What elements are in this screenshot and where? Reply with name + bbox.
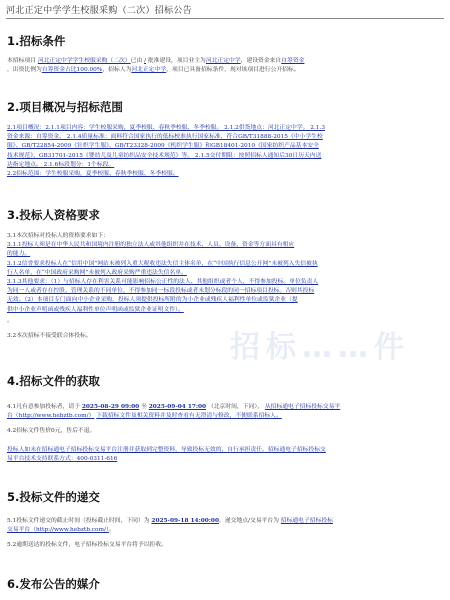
end-time: 2025-09-04 17:00 (148, 404, 207, 410)
tender-scope-line: 2.2招标范围：学生校服采购，夏季校服、春秋季校服、冬季校服。 (7, 171, 179, 178)
platform-link[interactable]: 从招标通电子招标投标交易平 (264, 404, 341, 410)
section-1-heading: 1.招标条件 (7, 34, 66, 48)
price-line: 4.2招标文件售价0元，售后不退。 (7, 428, 96, 435)
qualification-line: 3.1.3其他要求：（1）与招标人存在利害关系可能影响招标公正性的法人、其他组织或者个人，不得参加投标。单位负责人 (7, 279, 319, 286)
submission-url-link[interactable]: 交易平台（http://www.hebztb.com/） (7, 527, 109, 534)
section-5-body (7, 517, 439, 551)
consortium-line: 3.2本次招标不接受联合体投标。 (7, 333, 92, 340)
document-title: 河北正定中学学生校服采购（二次）招标公告 (6, 3, 444, 19)
project-overview-line: 服》、GB/T22854-2009《针织学生服》、GB/T23328-2009《机织学生服》和GB18401-2010《国家纺织产品基本安全 (7, 143, 319, 150)
submission-line-2: 交易平台（http://www.hebztb.com/）。 (7, 527, 115, 534)
project-overview-line: 技术规范》、GB31701-2015《婴幼儿及儿童纺织品安全技术规范》等。 2.1.5交付期限：按照招标人通知后30日历天内送 (7, 152, 322, 159)
section-5-heading: 5.投标文件的递交 (7, 490, 100, 504)
section-3-heading: 3.投标人资格要求 (7, 208, 100, 222)
section-6-heading: 6.发布公告的媒介 (7, 577, 100, 591)
qualification-line: 供中小企业声明函或残疾人福利性单位声明函或监狱企业证明文件）。 (7, 306, 184, 313)
start-time: 2025-08-29 09:00 (81, 404, 140, 410)
submission-line-1: 5.1投标文件递交的截止时间（投标截止时间，下同）为 2025-09-18 14:00:00，递交地点/交易平台为 招标通电子招标投标 (7, 518, 333, 524)
qualification-line: 的能力。 (7, 251, 31, 258)
section-1-body (7, 57, 439, 75)
project-overview-line: 2.1项目概况：2.1.1项目内容：学生校服采购，夏季校服、春秋季校服、冬季校服。 2.1.2供货地点：河北正定中学。 2.1.3 (7, 125, 326, 131)
section-1-line-2: ，出资比例为自筹资金占比100.00%，招标人为河北正定中学，项目已具备招标条件，现对该项目进行公开招标。 (7, 67, 300, 74)
qualification-line: 无效。（2）本项目专门面向中小企业采购，投标人须提供投标所附的为小企业或残疾人福利性单位或监狱企业（提 (7, 297, 298, 304)
project-overview-line: 资金来源：自筹资金。 2.1.4质量标准：面料符合国家执行的低标校准执行国家标准，符合GB/T31888-2015《中小学生校 (7, 134, 323, 141)
support-line: 易平台技术支持联系方式：400-0311-616 (7, 455, 118, 462)
submission-platform-link[interactable]: 招标通电子招标投标 (280, 518, 333, 524)
section-4-body (7, 403, 439, 464)
section-2-heading: 2.项目概况与招标范围 (7, 100, 123, 114)
qualification-line: 3.1.1投标人须是在中华人民共和国境内注册的独立法人或其他组织并在技术、人员、设备、资金等方面具有相应 (7, 242, 295, 249)
qualification-line: 行人名单，在“中国政府采购网”未被列入政府采购严重违法失信名单。 (7, 269, 187, 276)
platform-url-link[interactable]: 台（http://www.hebztb.com/） (7, 413, 95, 420)
qualification-line: 。 (7, 317, 13, 324)
section-4-heading: 4.招标文件的获取 (7, 374, 100, 388)
acquisition-line-1: 4.1凡有意参加投标者，请于 2025-08-29 09:00 至 2025-09-04 17:00 （北京时间，下同）， 从招标通电子招标投标交易平 (7, 404, 341, 410)
watermark: 招标……件 (230, 330, 410, 365)
late-submission-line: 5.2逾期送达的投标文件，电子招标投标交易平台将予以拒收。 (7, 542, 167, 549)
owner-link[interactable]: 河北正定中学 (205, 58, 241, 64)
funding-ratio-link[interactable]: 自筹资金占比100.00% (41, 67, 103, 74)
qualification-line: 为同一人或者存在控股、管理关系的不同单位，不得参加同一标段投标或者未划分标段的同一招标项目投标。否则其投标 (7, 288, 315, 295)
project-overview-line: 达指定地点。 2.1.6标段划分：1个标段。 (7, 161, 115, 168)
notice-line: 投标人如未在招标通电子招标投标交易平台注册并获取到完整资料，导致投标无效的，自行承担责任。招标通电子招标投标交 (7, 446, 326, 453)
project-name-link[interactable]: 河北正定中学学生校服采购（二次） (37, 58, 131, 64)
qualification-line: 3.1本次招标对投标人的资格要求如下： (7, 233, 109, 239)
deadline-time: 2025-09-18 14:00:00 (151, 518, 219, 524)
acquisition-line-2: 台（http://www.hebztb.com/） 下载招标文件及相关资料并及时查看有无澄清与修改，不便联系招标人。 (7, 413, 282, 420)
section-2-body (7, 124, 439, 179)
funding-link[interactable]: 自筹资金 (281, 58, 305, 64)
tenderer-link[interactable]: 河北正定中学 (131, 67, 167, 74)
section-1-line-1: 本招标项目 河北正定中学学生校服采购（二次）已由 / 批准建设，项目业主为河北正定中学，建设资金来自自筹资金 (7, 58, 305, 64)
qualification-line: 3.1.2信誉要求投标人在“信用中国”网站未被列入重大税收违法失信主体名单，在“中国执行信息公开网”未被列入失信被执 (7, 260, 318, 267)
